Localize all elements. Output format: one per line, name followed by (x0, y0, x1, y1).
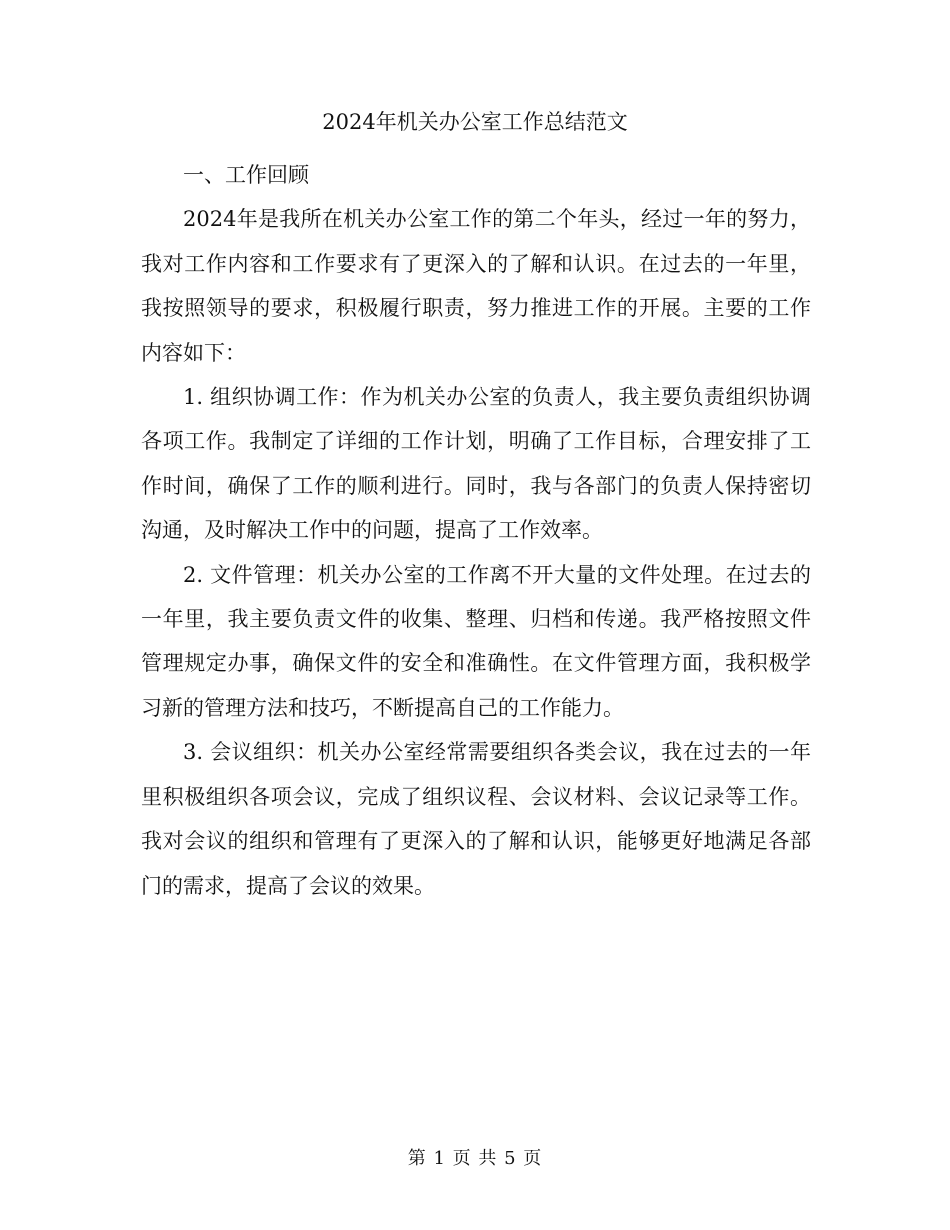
page-number-footer: 第 1 页 共 5 页 (407, 1148, 543, 1169)
document-body (141, 153, 811, 908)
section-heading: 一、工作回顾 (183, 163, 309, 187)
item-1-paragraph: 1. 组织协调工作：作为机关办公室的负责人，我主要负责组织协调各项工作。我制定了详细的工作计划，明确了工作目标，合理安排了工作时间，确保了工作的顺利进行。同时，我与各部门的负责人保持密切沟通，及时解决工作中的问题，提高了工作效率。 (141, 385, 811, 543)
item-2-paragraph: 2. 文件管理：机关办公室的工作离不开大量的文件处理。在过去的一年里，我主要负责文件的收集、整理、归档和传递。我严格按照文件管理规定办事，确保文件的安全和准确性。在文件管理方面，我积极学习新的管理方法和技巧，不断提高自己的工作能力。 (141, 562, 811, 720)
document-title: 2024年机关办公室工作总结范文 (322, 110, 628, 134)
item-3-paragraph: 3. 会议组织：机关办公室经常需要组织各类会议，我在过去的一年里积极组织各项会议，完成了组织议程、会议材料、会议记录等工作。我对会议的组织和管理有了更深入的了解和认识，能够更好地满足各部门的需求，提高了会议的效果。 (141, 740, 811, 898)
intro-paragraph: 2024年是我所在机关办公室工作的第二个年头，经过一年的努力，我对工作内容和工作要求有了更深入的了解和认识。在过去的一年里，我按照领导的要求，积极履行职责，努力推进工作的开展。主要的工作内容如下： (141, 207, 811, 365)
